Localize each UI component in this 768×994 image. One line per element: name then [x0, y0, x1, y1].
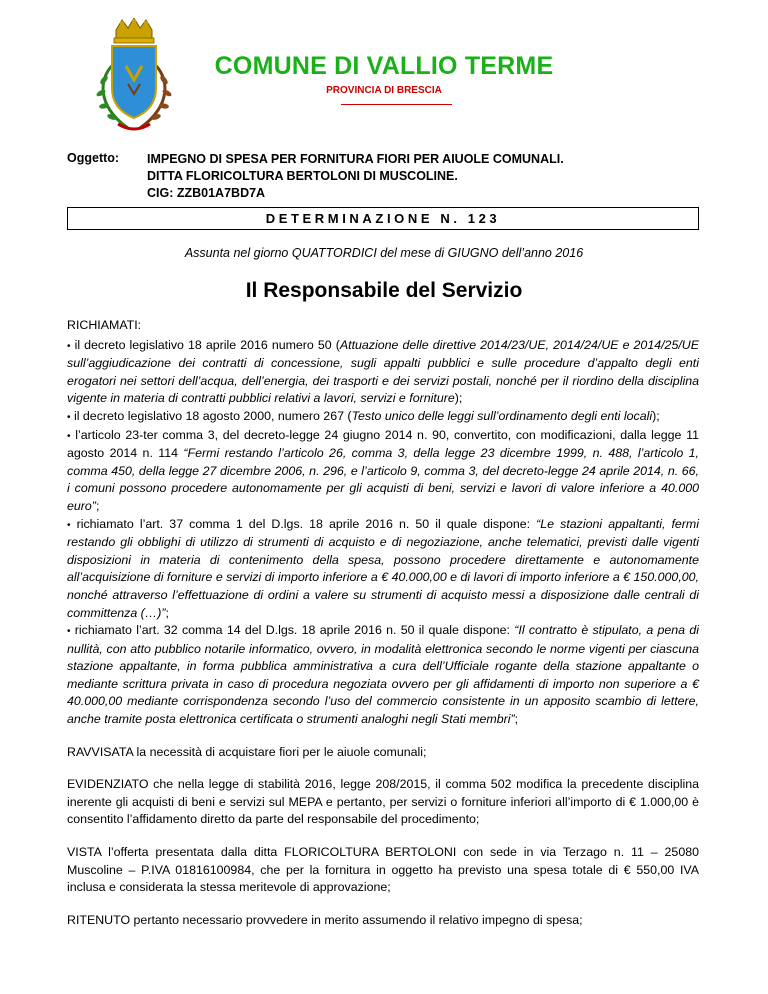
ravvisata-paragraph: RAVVISATA la necessità di acquistare fiori per le aiuole comunali; [67, 744, 427, 759]
subject-line: CIG: ZZB01A7BD7A [147, 186, 266, 200]
recital-item: • il decreto legislativo 18 aprile 2016 numero 50 (Attuazione delle direttive 2014/23/UE, 2014/24/UE e 2014/25/UE sull’aggiudicazione dei contratti di concessione, sugli appalti pubblici e sulle procedure d’appalto degli enti erogatori nei settori dell’acqua, dell’energia, dei trasporti e dei servizi postali, nonché per il riordino della disciplina vigente in materia di contratti pubblici relativi a lavori, servizi e forniture); [67, 337, 699, 406]
province-underline [341, 104, 452, 105]
bullet-icon: • [67, 430, 71, 442]
recital-item: • l’articolo 23-ter comma 3, del decreto-legge 24 giugno 2014 n. 90, convertito, con modificazioni, dalla legge 11 agosto 2014 n. 114 “Fermi restando l’articolo 26, comma 3, della legge 23 dicembre 1999, n. 488, l’articolo 1, comma 450, della legge 27 dicembre 2006, n. 296, e l’articolo 9, comma 3, del decreto-legge 24 aprile 2014, n. 66, i comuni possono procedere autonomamente per gli acquisti di beni, servizi e lavori di valore inferiore a 40.000 euro”; [67, 427, 699, 513]
bullet-icon: • [67, 519, 71, 531]
vista-paragraph: VISTA l’offerta presentata dalla ditta FLORICOLTURA BERTOLONI con sede in via Terzago n. 11 – 25080 Muscoline – P.IVA 01816100984, che per la fornitura in oggetto ha previsto una spesa totale di € 550,00 IVA inclusa e considerata la stessa meritevole di approvazione; [67, 845, 699, 895]
subject-text [147, 151, 564, 202]
bullet-icon: • [67, 411, 71, 423]
recital-item: • il decreto legislativo 18 agosto 2000, numero 267 (Testo unico delle leggi sull’ordinamento degli enti locali); [67, 408, 660, 423]
determination-number-box: DETERMINAZIONE N. 123 [67, 207, 699, 230]
recital-item: • richiamato l’art. 32 comma 14 del D.lgs. 18 aprile 2016 n. 50 il quale dispone: “Il contratto è stipulato, a pena di nullità, con atto pubblico notarile informatico, ovvero, in modalità elettronica secondo le norme vigenti per ciascuna stazione appaltante, in forma pubblica amministrativa a cura dell’Ufficiale rogante della stazione appaltante o mediante scrittura privata in caso di procedura negoziata ovvero per gli affidamenti di importo non superiore a € 40.000,00 mediante corrispondenza secondo l’uso del commercio consistente in un apposito scambio di lettere, anche tramite posta elettronica certificata o strumenti analoghi negli Stati membri”; [67, 623, 699, 727]
evidenziato-paragraph: EVIDENZIATO che nella legge di stabilità 2016, legge 208/2015, il comma 502 modifica la precedente disciplina inerente gli acquisti di beni e servizi sul MEPA e pertanto, per servizi o forniture inferiori all’importo di € 1.000,00 è consentito l’affidamento diretto da parte del responsabile del procedimento; [67, 777, 699, 827]
bullet-icon: • [67, 340, 71, 352]
adoption-date: Assunta nel giorno QUATTORDICI del mese di GIUGNO dell’anno 2016 [184, 246, 584, 260]
municipality-title: COMUNE DI VALLIO TERME [214, 52, 554, 80]
subject-line: DITTA FLORICOLTURA BERTOLONI DI MUSCOLINE. [147, 169, 458, 183]
ritenuto-paragraph: RITENUTO pertanto necessario provvedere in merito assumendo il relativo impegno di spesa; [67, 912, 583, 927]
document-body [67, 317, 699, 929]
richiamati-label: RICHIAMATI: [67, 318, 142, 332]
recital-item: • richiamato l’art. 37 comma 1 del D.lgs. 18 aprile 2016 n. 50 il quale dispone: “Le stazioni appaltanti, fermi restando gli obblighi di utilizzo di strumenti di acquisto e di negoziazione, anche telematici, previsti dalle vigenti disposizioni in materia di contenimento della spesa, possono procedere direttamente e autonomamente all’acquisizione di forniture e servizi di importo inferiore a € 40.000,00 e di lavori di importo inferiore a € 150.000,00, nonché attraverso l’effettuazione di ordini a valere su strumenti di acquisto messi a disposizione dalle centrali di committenza (…)”; [67, 516, 700, 620]
province-label: PROVINCIA DI BRESCIA [326, 85, 442, 96]
subject-label: Oggetto: [67, 151, 120, 165]
bullet-icon: • [67, 626, 71, 638]
service-manager-heading: Il Responsabile del Servizio [245, 279, 523, 302]
subject-line: IMPEGNO DI SPESA PER FORNITURA FIORI PER AIUOLE COMUNALI. [147, 152, 564, 166]
